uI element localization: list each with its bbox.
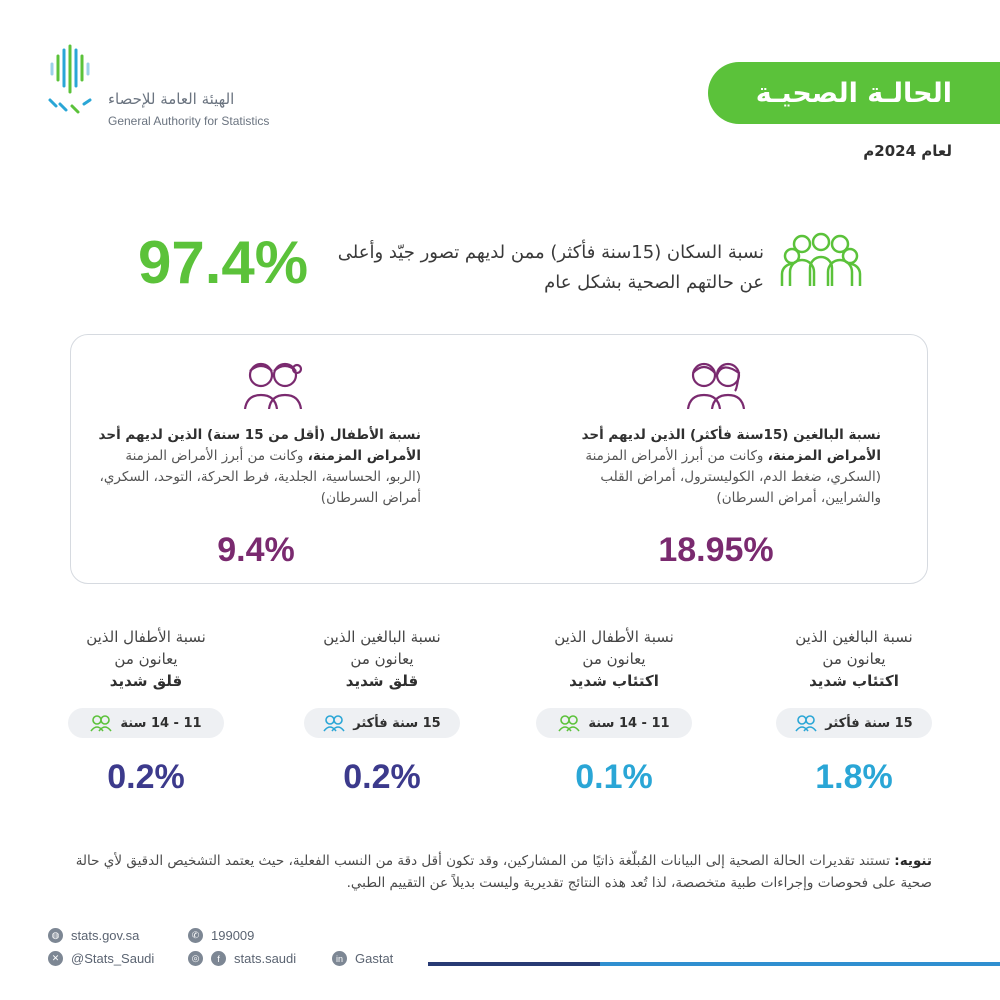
instagram-icon: ◎ [188, 951, 203, 966]
disclaimer-note [70, 850, 932, 894]
stat-label [514, 626, 714, 692]
stat-label-line1: نسبة البالغين الذين [323, 628, 441, 646]
linkedin-handle[interactable]: Gastat [355, 951, 394, 966]
footer-x[interactable] [48, 951, 154, 966]
stat-label [282, 626, 482, 692]
logo-mark-icon [44, 44, 104, 128]
stat-condition: قلق شديد [345, 672, 419, 690]
age-group-label: 15 سنة فأكثر [353, 715, 441, 731]
stat-label-line2: يعانون من [822, 650, 886, 668]
globe-icon: ◍ [48, 928, 63, 943]
children-icon [90, 714, 112, 732]
chronic-adults-title: نسبة البالغين (15سنة فأكثر) الذين لديهم أحد الأمراض المزمنة، [581, 427, 881, 464]
headline-description: نسبة السكان (15سنة فأكثر) ممن لديهم تصور جيّد وأعلى عن حالتهم الصحية بشكل عام [337, 242, 764, 293]
adults-couple-icon [684, 357, 748, 409]
stat-value: 0.2% [343, 758, 421, 796]
x-icon: ✕ [48, 951, 63, 966]
chronic-children-detail: وكانت من أبرز الأمراض المزمنة (الربو، الحساسية، الجلدية، فرط الحركة، التوحد، السكري، أمراض السرطان) [99, 448, 421, 506]
title-banner [708, 62, 1000, 124]
note-text: تستند تقديرات الحالة الصحية إلى البيانات المُبلّغة ذاتيًا من المشاركين، وقد تكون أقل دقة من النسب الفعلية، حيث يعتمد التشخيص الدقيق لأي حالة صحية على فحوصات وإجراءات طبية متخصصة، لذا تُعد هذه النتائج تقديرية وليست بديلاً عن التقييم الطبي. [75, 853, 932, 891]
page-title: الحالـة الصحيـة [755, 77, 952, 109]
phone-icon: ✆ [188, 928, 203, 943]
age-group-badge [776, 708, 932, 738]
people-icon [795, 714, 817, 732]
phone-number[interactable]: 199009 [211, 928, 255, 943]
stat-label-line1: نسبة الأطفال الذين [554, 628, 674, 646]
age-group-label: 11 - 14 سنة [588, 715, 670, 731]
stat-condition: اكتئاب شديد [569, 672, 659, 690]
age-group-badge [68, 708, 224, 738]
stat-value: 1.8% [815, 758, 893, 796]
stat-label-line2: يعانون من [582, 650, 646, 668]
stat-value: 0.1% [575, 758, 653, 796]
linkedin-icon: in [332, 951, 347, 966]
website-link[interactable]: stats.gov.sa [71, 928, 140, 943]
gastat-logo [44, 44, 294, 128]
chronic-children-title: نسبة الأطفال (أقل من 15 سنة) الذين لديهم أحد الأمراض المزمنة، [98, 427, 421, 464]
chronic-adults-description [551, 425, 881, 509]
stat-condition: قلق شديد [109, 672, 183, 690]
chronic-diseases-panel [70, 334, 928, 584]
note-label: تنويه: [894, 853, 932, 869]
year-label: لعام 2024م [863, 142, 952, 160]
footer-stripe-blue [600, 962, 1000, 966]
footer-phone[interactable] [188, 928, 254, 943]
stat-label-line1: نسبة البالغين الذين [795, 628, 913, 646]
stat-condition: اكتئاب شديد [809, 672, 899, 690]
stat-adults-anxiety [282, 626, 482, 797]
footer-website[interactable] [48, 928, 139, 943]
stat-value: 0.2% [107, 758, 185, 796]
x-handle[interactable]: @Stats_Saudi [71, 951, 155, 966]
children-icon [241, 357, 305, 409]
chronic-children [91, 335, 421, 583]
chronic-adults-value: 18.95% [658, 531, 774, 569]
people-icon [323, 714, 345, 732]
children-icon [558, 714, 580, 732]
people-group-icon [780, 232, 862, 288]
footer-linkedin[interactable] [332, 951, 393, 966]
social-handle[interactable]: stats.saudi [234, 951, 297, 966]
footer-social[interactable] [188, 951, 296, 966]
headline-value: 97.4% [138, 229, 309, 296]
chronic-adults [551, 335, 881, 583]
stat-label-line2: يعانون من [114, 650, 178, 668]
stat-label-line2: يعانون من [350, 650, 414, 668]
stat-label [46, 626, 246, 692]
chronic-children-value: 9.4% [217, 531, 295, 569]
logo-name-arabic: الهيئة العامة للإحصاء [108, 90, 235, 108]
stat-adults-depression [754, 626, 954, 797]
chronic-children-description [91, 425, 421, 509]
stat-label [754, 626, 954, 692]
stat-children-depression [514, 626, 714, 797]
age-group-badge [304, 708, 460, 738]
age-group-badge [536, 708, 692, 738]
age-group-label: 11 - 14 سنة [120, 715, 202, 731]
age-group-label: 15 سنة فأكثر [825, 715, 913, 731]
stat-label-line1: نسبة الأطفال الذين [86, 628, 206, 646]
logo-name-english: General Authority for Statistics [108, 114, 270, 128]
facebook-icon: f [211, 951, 226, 966]
stat-children-anxiety [46, 626, 246, 797]
chronic-adults-detail: وكانت من أبرز الأمراض المزمنة (السكري، ضغط الدم، الكوليسترول، أمراض القلب والشرايين، أمراض السرطان) [585, 448, 881, 506]
